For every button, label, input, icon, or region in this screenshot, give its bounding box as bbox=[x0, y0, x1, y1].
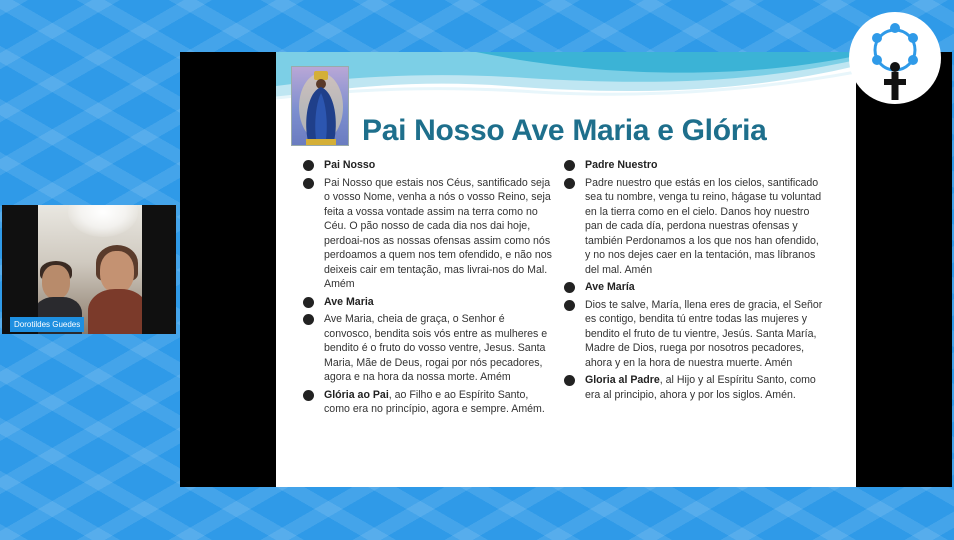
spanish-prayers-column bbox=[563, 158, 825, 405]
list-item bbox=[302, 388, 554, 417]
prayer-heading: Ave María bbox=[585, 281, 635, 293]
prayer-heading: Padre Nuestro bbox=[585, 159, 658, 171]
bullet-icon bbox=[564, 160, 575, 171]
presentation-slide bbox=[276, 52, 856, 487]
bullet-icon bbox=[303, 297, 314, 308]
prayer-heading: Ave Maria bbox=[324, 295, 374, 308]
bullet-icon bbox=[303, 160, 314, 171]
ceiling-light bbox=[68, 205, 138, 237]
slide-header-wave bbox=[276, 52, 856, 112]
person-right-body bbox=[88, 289, 142, 334]
participant-video bbox=[38, 205, 142, 334]
prayer-rest: , ao Filho e ao Espírito Santo, como era no princípio, agora e sempre. Amém. bbox=[324, 388, 545, 415]
prayer-text: Pai Nosso que estais nos Céus, santificado seja o vosso Nome, venha a nós o vosso Reino, seja feita a vossa vontade assim na terra como no Céu. O pão nosso de cada dia nos dai hoje, perdoai-nos as nossas ofensas assim como nós perdoamos a quem nos tem ofendido, e não nos deixeis cair em tentação, mas livrai-nos do Mal. Amém bbox=[324, 176, 552, 290]
prayer-text: Padre nuestro que estás en los cielos, santificado sea tu nombre, venga tu reino, hágase tu voluntad en la tierra como en el cielo. Danos hoy nuestro pan de cada día, perdona nuestras ofensas y también Perdonamos a los que nos han ofendido, y no nos dejes caer en la tentación, mas líbranos del mal. Amén bbox=[585, 176, 822, 276]
list-item bbox=[302, 312, 554, 385]
bullet-icon bbox=[303, 390, 314, 401]
bullet-icon bbox=[303, 178, 314, 189]
list-item bbox=[302, 176, 554, 292]
rosary-logo bbox=[849, 12, 941, 104]
prayer-rest: , al Hijo y al Espíritu Santo, como era al principio, ahora y por los siglos. Amén. bbox=[585, 374, 816, 401]
prayer-text bbox=[585, 373, 825, 402]
rosary-icon bbox=[849, 12, 941, 104]
slide-title: Pai Nosso Ave Maria e Glória bbox=[362, 114, 767, 147]
bullet-icon bbox=[564, 178, 575, 189]
bullet-icon bbox=[303, 314, 314, 325]
list-item bbox=[302, 295, 554, 310]
list-item bbox=[563, 176, 825, 278]
prayer-text bbox=[324, 388, 554, 417]
participant-video-tile[interactable] bbox=[2, 205, 176, 334]
list-item bbox=[563, 158, 825, 173]
list-item bbox=[563, 373, 825, 402]
shared-screen bbox=[180, 52, 952, 487]
list-item bbox=[563, 298, 825, 371]
portuguese-prayers-column bbox=[302, 158, 554, 420]
list-item bbox=[563, 280, 825, 295]
prayer-heading: Pai Nosso bbox=[324, 159, 376, 171]
bullet-icon bbox=[564, 375, 575, 386]
prayer-lead: Gloria al Padre bbox=[585, 374, 660, 386]
prayer-text: Dios te salve, María, llena eres de gracia, el Señor es contigo, bendita tú entre todas las mujeres y bendito el fruto de tu vientre, Jesús. Santa María, Madre de Dios, ruega por nosotros pecadores, ahora y en la hora de nuestra muerte. Amén bbox=[585, 298, 823, 369]
bullet-icon bbox=[564, 282, 575, 293]
our-lady-aparecida-image bbox=[291, 66, 349, 146]
prayer-text: Ave Maria, cheia de graça, o Senhor é convosco, bendita sois vós entre as mulheres e bendito é o fruto do vosso ventre, Jesus. Santa Maria, Mãe de Deus, rogai por nós pecadores, agora e na hora da nossa morte. Amém bbox=[324, 313, 548, 383]
bullet-icon bbox=[564, 300, 575, 311]
prayer-lead: Glória ao Pai bbox=[324, 388, 389, 401]
participant-name-tag: Dorotildes Guedes bbox=[10, 317, 84, 332]
list-item bbox=[302, 158, 554, 173]
person-left-face bbox=[42, 265, 70, 299]
person-right-face bbox=[100, 251, 134, 293]
